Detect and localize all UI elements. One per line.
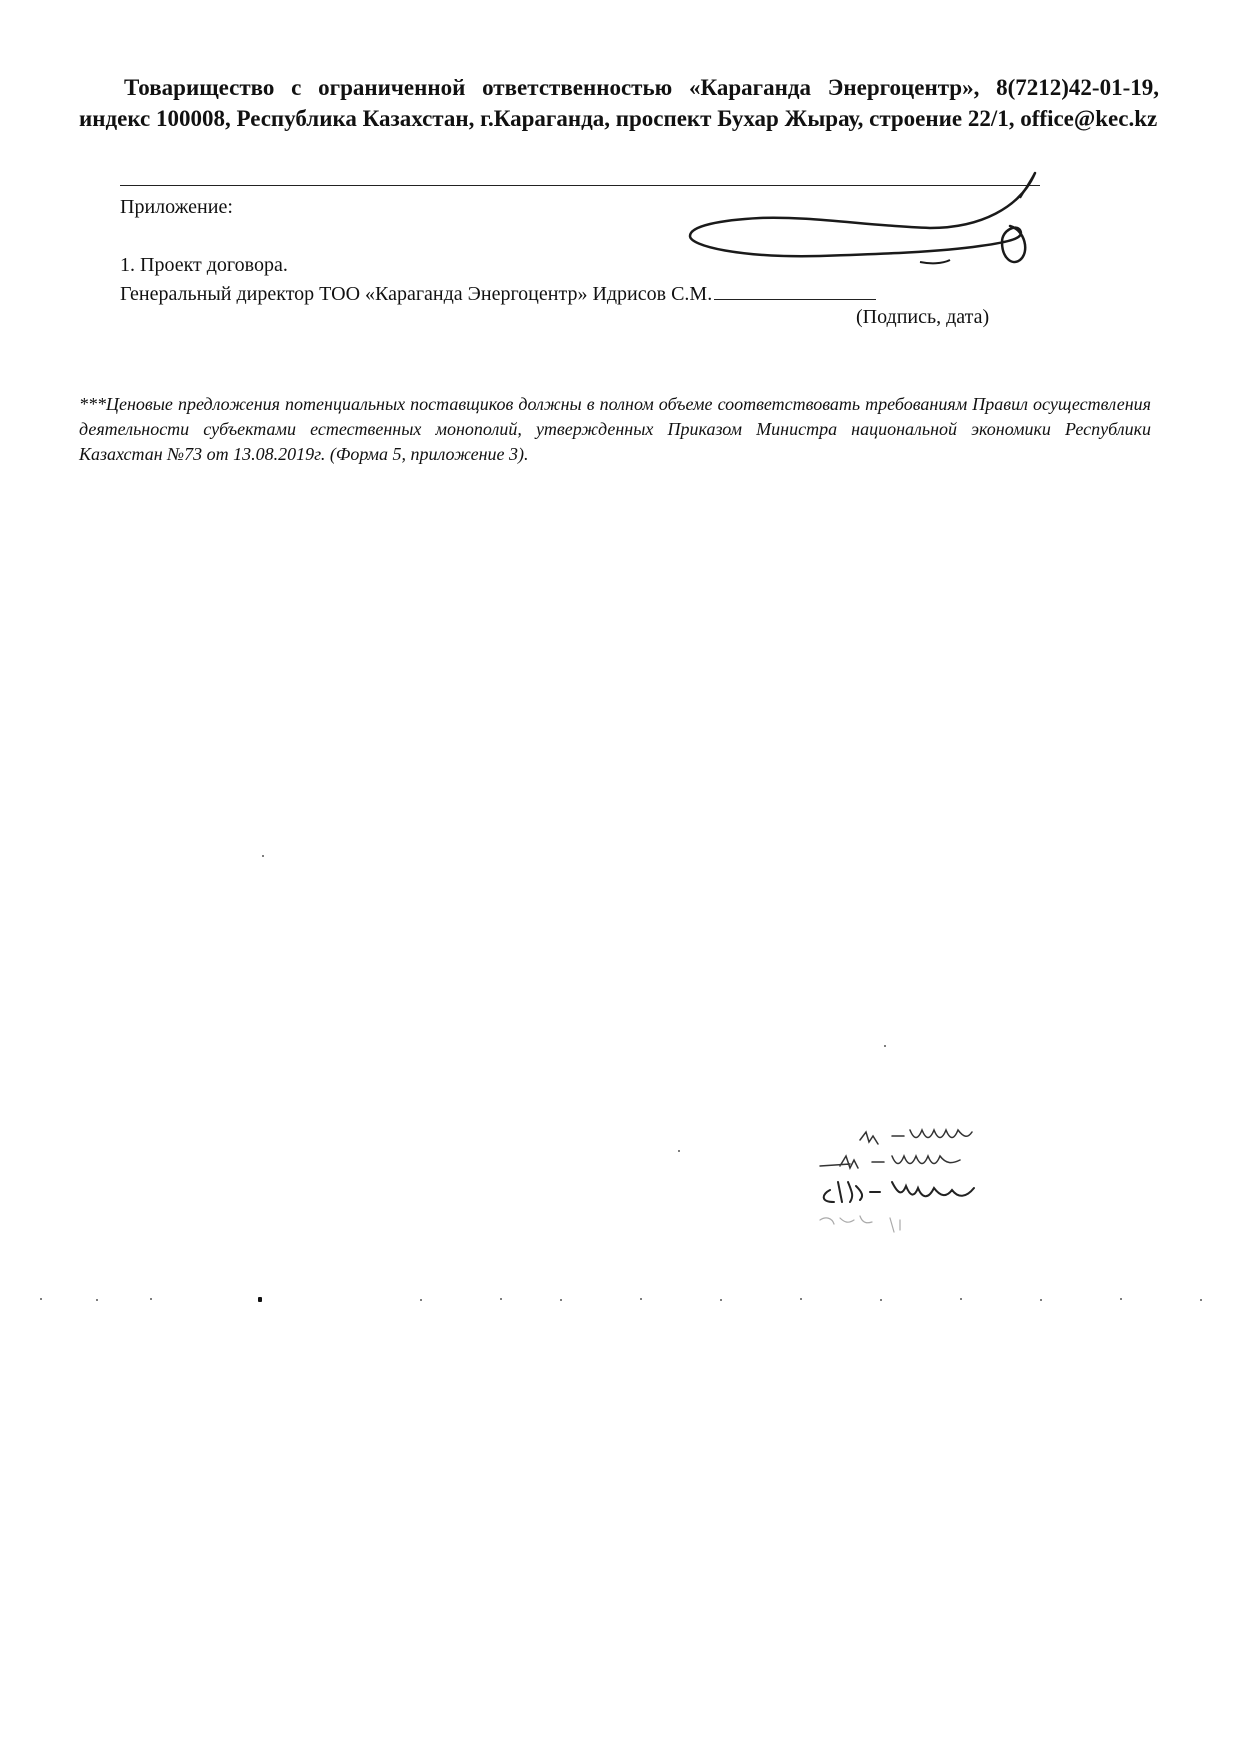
attachment-item: 1. Проект договора. [120, 254, 288, 276]
scan-dot [678, 1150, 680, 1152]
signature-blank [714, 281, 876, 300]
director-name: Генеральный директор ТОО «Караганда Энергоцентр» Идрисов С.М. [120, 283, 713, 305]
scan-dot [884, 1045, 886, 1047]
attachment-title: Приложение: [120, 196, 233, 218]
director-signature-icon [680, 168, 1060, 278]
scan-artifact-dots [0, 1290, 1240, 1310]
organization-header: Товарищество с ограниченной ответственностью «Караганда Энергоцентр», 8(7212)42-01-19, индекс 100008, Республика Казахстан, г.Караганда, проспект Бухар Жырау, строение 22/1, office@kec.kz [79, 75, 1159, 131]
signature-caption: (Подпись, дата) [856, 306, 990, 328]
footnote-text: ***Ценовые предложения потенциальных поставщиков должны в полном объеме соответствовать требованиям Правил осуществления деятельности субъектами естественных монополий, утвержденных Приказом Министра национальной экономики Республики Казахстан №73 от 13.08.2019г. (Форма 5, приложение 3). [79, 394, 1151, 464]
director-signature-line [120, 281, 876, 306]
handwritten-approvals-icon [800, 1120, 1100, 1270]
scan-dot [262, 855, 264, 857]
